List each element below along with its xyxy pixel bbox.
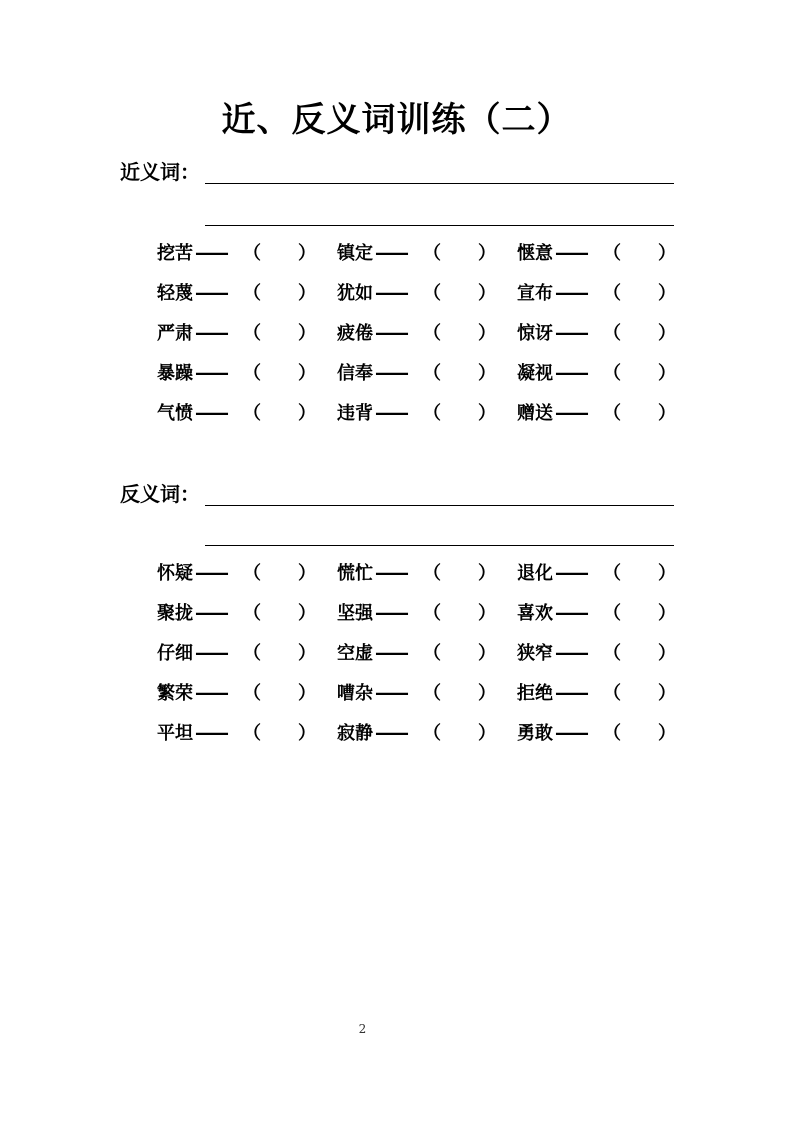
answer-blank-open-paren[interactable]: （ <box>603 243 621 264</box>
synonyms-item <box>157 360 317 388</box>
antonyms-row <box>157 680 677 720</box>
synonyms-item <box>157 240 317 268</box>
antonyms-item <box>157 720 317 748</box>
antonyms-item <box>337 560 497 588</box>
antonyms-row <box>157 600 677 640</box>
synonyms-item <box>517 280 677 308</box>
dash: —— <box>555 283 587 304</box>
word: 惬意 <box>517 243 553 264</box>
dash: —— <box>555 723 587 744</box>
dash: —— <box>195 723 227 744</box>
dash: —— <box>195 323 227 344</box>
antonyms-answer-line-2[interactable] <box>205 545 674 546</box>
answer-blank-close-paren[interactable]: ） <box>298 363 316 384</box>
antonyms-row <box>157 720 677 760</box>
dash: —— <box>195 403 227 424</box>
antonyms-grid <box>157 560 677 760</box>
answer-blank-close-paren[interactable]: ） <box>478 723 496 744</box>
answer-blank-close-paren[interactable]: ） <box>298 403 316 424</box>
word: 退化 <box>517 563 553 584</box>
synonyms-item <box>337 240 497 268</box>
answer-blank-open-paren[interactable]: （ <box>603 283 621 304</box>
answer-blank-close-paren[interactable]: ） <box>298 323 316 344</box>
synonyms-item <box>517 240 677 268</box>
word: 信奉 <box>337 363 373 384</box>
answer-blank-open-paren[interactable]: （ <box>603 723 621 744</box>
answer-blank-open-paren[interactable]: （ <box>603 363 621 384</box>
antonyms-item <box>517 680 677 708</box>
dash: —— <box>195 283 227 304</box>
antonyms-item <box>517 600 677 628</box>
answer-blank-close-paren[interactable]: ） <box>478 323 496 344</box>
answer-blank-open-paren[interactable]: （ <box>243 643 261 664</box>
word: 喜欢 <box>517 603 553 624</box>
answer-blank-close-paren[interactable]: ） <box>658 403 676 424</box>
antonyms-item <box>157 640 317 668</box>
word: 疲倦 <box>337 323 373 344</box>
word: 挖苦 <box>157 243 193 264</box>
answer-blank-close-paren[interactable]: ） <box>658 283 676 304</box>
synonyms-answer-line-2[interactable] <box>205 225 674 226</box>
dash: —— <box>555 403 587 424</box>
answer-blank-open-paren[interactable]: （ <box>603 403 621 424</box>
answer-blank-close-paren[interactable]: ） <box>658 643 676 664</box>
antonyms-item <box>517 560 677 588</box>
word: 嘈杂 <box>337 683 373 704</box>
antonyms-answer-line-1[interactable] <box>205 505 674 506</box>
antonyms-row <box>157 560 677 600</box>
dash: —— <box>195 683 227 704</box>
answer-blank-open-paren[interactable]: （ <box>423 363 441 384</box>
answer-blank-open-paren[interactable]: （ <box>243 243 261 264</box>
answer-blank-close-paren[interactable]: ） <box>658 603 676 624</box>
dash: —— <box>375 323 407 344</box>
answer-blank-close-paren[interactable]: ） <box>478 363 496 384</box>
page-title: 近、反义词训练（二） <box>221 100 572 140</box>
answer-blank-close-paren[interactable]: ） <box>478 403 496 424</box>
answer-blank-open-paren[interactable]: （ <box>603 683 621 704</box>
dash: —— <box>375 563 407 584</box>
word: 违背 <box>337 403 373 424</box>
dash: —— <box>555 243 587 264</box>
antonyms-row <box>157 640 677 680</box>
answer-blank-open-paren[interactable]: （ <box>423 723 441 744</box>
dash: —— <box>375 643 407 664</box>
dash: —— <box>375 723 407 744</box>
dash: —— <box>375 403 407 424</box>
word: 狭窄 <box>517 643 553 664</box>
answer-blank-open-paren[interactable]: （ <box>423 243 441 264</box>
answer-blank-close-paren[interactable]: ） <box>478 643 496 664</box>
word: 宣布 <box>517 283 553 304</box>
answer-blank-close-paren[interactable]: ） <box>658 323 676 344</box>
answer-blank-open-paren[interactable]: （ <box>423 403 441 424</box>
synonyms-answer-line-1[interactable] <box>205 183 674 184</box>
answer-blank-close-paren[interactable]: ） <box>298 243 316 264</box>
dash: —— <box>195 603 227 624</box>
synonyms-item <box>157 320 317 348</box>
dash: —— <box>375 603 407 624</box>
dash: —— <box>555 683 587 704</box>
antonyms-label: 反义词： <box>120 482 200 506</box>
word: 凝视 <box>517 363 553 384</box>
answer-blank-close-paren[interactable]: ） <box>298 723 316 744</box>
word: 镇定 <box>337 243 373 264</box>
synonyms-item <box>157 400 317 428</box>
answer-blank-close-paren[interactable]: ） <box>478 683 496 704</box>
answer-blank-close-paren[interactable]: ） <box>658 723 676 744</box>
answer-blank-open-paren[interactable]: （ <box>243 723 261 744</box>
word: 怀疑 <box>157 563 193 584</box>
dash: —— <box>195 243 227 264</box>
answer-blank-open-paren[interactable]: （ <box>423 323 441 344</box>
dash: —— <box>375 363 407 384</box>
synonyms-row <box>157 320 677 360</box>
answer-blank-open-paren[interactable]: （ <box>243 363 261 384</box>
word: 空虚 <box>337 643 373 664</box>
answer-blank-close-paren[interactable]: ） <box>478 603 496 624</box>
answer-blank-close-paren[interactable]: ） <box>658 563 676 584</box>
word: 勇敢 <box>517 723 553 744</box>
answer-blank-open-paren[interactable]: （ <box>243 403 261 424</box>
word: 坚强 <box>337 603 373 624</box>
answer-blank-close-paren[interactable]: ） <box>298 683 316 704</box>
antonyms-item <box>517 640 677 668</box>
word: 拒绝 <box>517 683 553 704</box>
synonyms-item <box>157 280 317 308</box>
antonyms-item <box>157 560 317 588</box>
answer-blank-open-paren[interactable]: （ <box>423 643 441 664</box>
answer-blank-open-paren[interactable]: （ <box>603 563 621 584</box>
dash: —— <box>195 363 227 384</box>
dash: —— <box>375 283 407 304</box>
answer-blank-open-paren[interactable]: （ <box>243 323 261 344</box>
dash: —— <box>375 243 407 264</box>
antonyms-item <box>517 720 677 748</box>
synonyms-item <box>337 320 497 348</box>
answer-blank-close-paren[interactable]: ） <box>298 283 316 304</box>
synonyms-row <box>157 280 677 320</box>
word: 寂静 <box>337 723 373 744</box>
synonyms-item <box>337 280 497 308</box>
synonyms-row <box>157 240 677 280</box>
word: 严肃 <box>157 323 193 344</box>
dash: —— <box>375 683 407 704</box>
answer-blank-open-paren[interactable]: （ <box>243 563 261 584</box>
word: 犹如 <box>337 283 373 304</box>
answer-blank-close-paren[interactable]: ） <box>478 243 496 264</box>
word: 暴躁 <box>157 363 193 384</box>
answer-blank-close-paren[interactable]: ） <box>298 563 316 584</box>
answer-blank-close-paren[interactable]: ） <box>298 603 316 624</box>
word: 气愤 <box>157 403 193 424</box>
antonyms-item <box>337 640 497 668</box>
dash: —— <box>555 363 587 384</box>
synonyms-item <box>337 360 497 388</box>
answer-blank-open-paren[interactable]: （ <box>423 683 441 704</box>
dash: —— <box>555 643 587 664</box>
synonyms-row <box>157 400 677 440</box>
antonyms-item <box>157 600 317 628</box>
answer-blank-close-paren[interactable]: ） <box>658 683 676 704</box>
word: 赠送 <box>517 403 553 424</box>
word: 慌忙 <box>337 563 373 584</box>
answer-blank-open-paren[interactable]: （ <box>243 683 261 704</box>
answer-blank-close-paren[interactable]: ） <box>298 643 316 664</box>
synonyms-item <box>517 400 677 428</box>
dash: —— <box>555 563 587 584</box>
page-number: 2 <box>358 1022 367 1036</box>
dash: —— <box>555 603 587 624</box>
word: 惊讶 <box>517 323 553 344</box>
synonyms-row <box>157 360 677 400</box>
answer-blank-open-paren[interactable]: （ <box>423 563 441 584</box>
answer-blank-open-paren[interactable]: （ <box>603 323 621 344</box>
answer-blank-close-paren[interactable]: ） <box>658 363 676 384</box>
antonyms-item <box>337 680 497 708</box>
word: 平坦 <box>157 723 193 744</box>
answer-blank-open-paren[interactable]: （ <box>603 643 621 664</box>
answer-blank-open-paren[interactable]: （ <box>423 283 441 304</box>
dash: —— <box>555 323 587 344</box>
answer-blank-open-paren[interactable]: （ <box>243 603 261 624</box>
synonyms-label: 近义词： <box>120 160 200 184</box>
synonyms-item <box>517 320 677 348</box>
answer-blank-open-paren[interactable]: （ <box>423 603 441 624</box>
synonyms-grid <box>157 240 677 440</box>
word: 聚拢 <box>157 603 193 624</box>
answer-blank-close-paren[interactable]: ） <box>478 283 496 304</box>
word: 仔细 <box>157 643 193 664</box>
answer-blank-close-paren[interactable]: ） <box>658 243 676 264</box>
dash: —— <box>195 563 227 584</box>
answer-blank-open-paren[interactable]: （ <box>243 283 261 304</box>
answer-blank-close-paren[interactable]: ） <box>478 563 496 584</box>
antonyms-item <box>337 720 497 748</box>
answer-blank-open-paren[interactable]: （ <box>603 603 621 624</box>
dash: —— <box>195 643 227 664</box>
word: 轻蔑 <box>157 283 193 304</box>
antonyms-item <box>157 680 317 708</box>
word: 繁荣 <box>157 683 193 704</box>
synonyms-item <box>517 360 677 388</box>
synonyms-item <box>337 400 497 428</box>
antonyms-item <box>337 600 497 628</box>
